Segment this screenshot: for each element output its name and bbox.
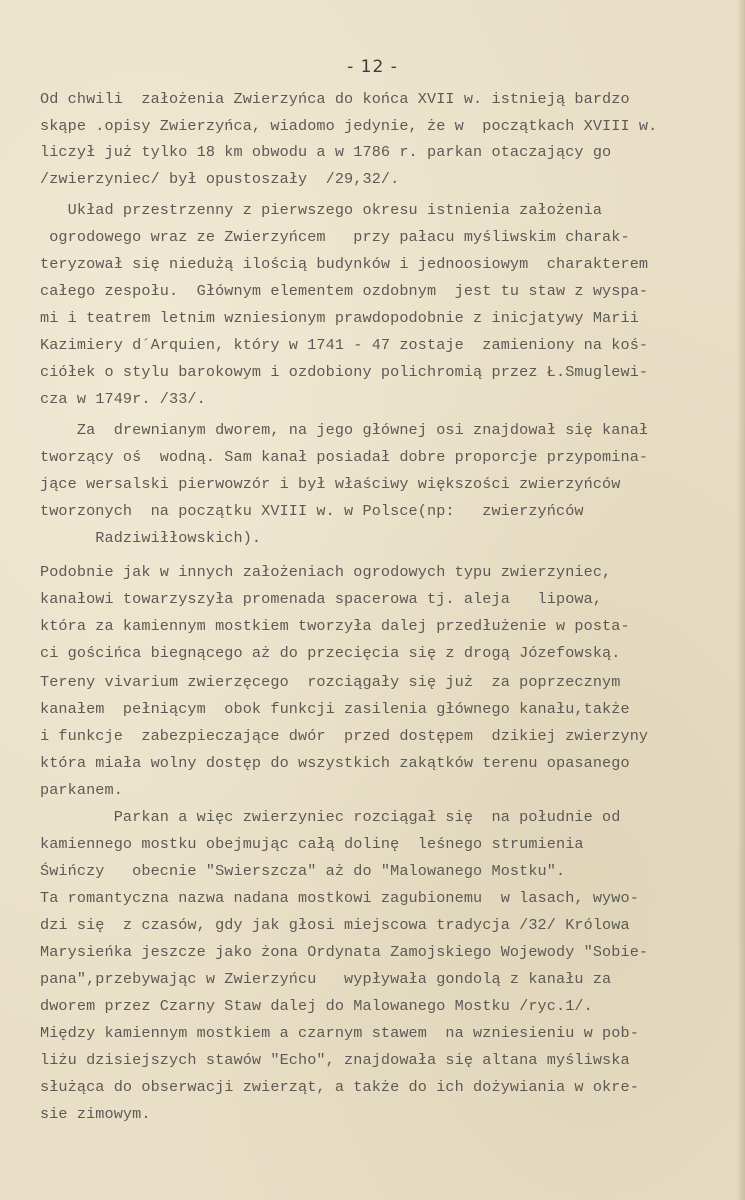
text-line: ogrodowego wraz ze Zwierzyńcem przy pałacu myśliwskim charak- [40,228,630,246]
text-line: cza w 1749r. /33/. [40,390,206,408]
text-line: Za drewnianym dworem, na jego głównej osi znajdował się kanał [40,421,649,439]
text-line: dworem przez Czarny Staw dalej do Malowanego Mostku /ryc.1/. [40,997,593,1015]
text-line: Parkan a więc zwierzyniec rozciągał się na południe od [40,808,621,826]
text-line: Świńczy obecnie "Swierszcza" aż do "Malowanego Mostku". [40,862,566,880]
text-line: parkanem. [40,781,123,799]
text-line: która miała wolny dostęp do wszystkich zakątków terenu opasanego [40,754,630,772]
text-line: liżu dzisiejszych stawów "Echo", znajdowała się altana myśliwska [40,1051,630,1069]
text-line: kamiennego mostku obejmując całą dolinę leśnego strumienia [40,835,584,853]
text-line: kanałowi towarzyszyła promenada spacerowa tj. aleja lipowa, [40,590,603,608]
text-line: liczył już tylko 18 km obwodu a w 1786 r. parkan otaczający go [40,143,612,161]
text-line: pana",przebywając w Zwierzyńcu wypływała gondolą z kanału za [40,970,612,988]
text-line: Układ przestrzenny z pierwszego okresu istnienia założenia [40,201,603,219]
page-number: - 12 - [347,57,398,77]
text-line: jące wersalski pierwowzór i był właściwy większości zwierzyńców [40,475,621,493]
text-line: służąca do obserwacji zwierząt, a także do ich dożywiania w okre- [40,1078,639,1096]
text-line: tworzonych na początku XVIII w. w Polsce(np: zwierzyńców [40,502,584,520]
text-line: Między kamiennym mostkiem a czarnym stawem na wzniesieniu w pob- [40,1024,639,1042]
text-line: /zwierzyniec/ był opustoszały /29,32/. [40,170,400,188]
text-line: która za kamiennym mostkiem tworzyła dalej przedłużenie w posta- [40,617,630,635]
text-line: kanałem pełniącym obok funkcji zasilenia głównego kanału,także [40,700,630,718]
text-line: ciółek o stylu barokowym i ozdobiony polichromią przez Ł.Smuglewi- [40,363,649,381]
text-line: mi i teatrem letnim wzniesionym prawdopodobnie z inicjatywy Marii [40,309,639,327]
text-line: dzi się z czasów, gdy jak głosi miejscowa tradycja /32/ Królowa [40,916,630,934]
text-line: tworzący oś wodną. Sam kanał posiadał dobre proporcje przypomina- [40,448,649,466]
text-line: Marysieńka jeszcze jako żona Ordynata Zamojskiego Wojewody "Sobie- [40,943,649,961]
text-line: całego zespołu. Głównym elementem ozdobnym jest tu staw z wyspa- [40,282,649,300]
text-line: Ta romantyczna nazwa nadana mostkowi zagubionemu w lasach, wywo- [40,889,639,907]
text-line: sie zimowym. [40,1105,151,1123]
text-line: Podobnie jak w innych założeniach ogrodowych typu zwierzyniec, [40,563,612,581]
text-line: Radziwiłłowskich). [40,529,262,547]
text-line: skąpe .opisy Zwierzyńca, wiadomo jedynie, że w początkach XVIII w. [40,117,658,135]
text-line: Od chwili założenia Zwierzyńca do końca XVII w. istnieją bardzo [40,90,630,108]
text-line: i funkcje zabezpieczające dwór przed dostępem dzikiej zwierzyny [40,727,649,745]
text-line: ci gościńca biegnącego aż do przecięcia się z drogą Józefowską. [40,644,621,662]
text-line: teryzował się niedużą ilością budynków i jednoosiowym charakterem [40,255,649,273]
text-line: Tereny vivarium zwierzęcego rozciągały się już za poprzecznym [40,673,621,691]
page-edge-shadow [737,0,745,1200]
text-line: Kazimiery d´Arquien, który w 1741 - 47 zostaje zamieniony na koś- [40,336,649,354]
